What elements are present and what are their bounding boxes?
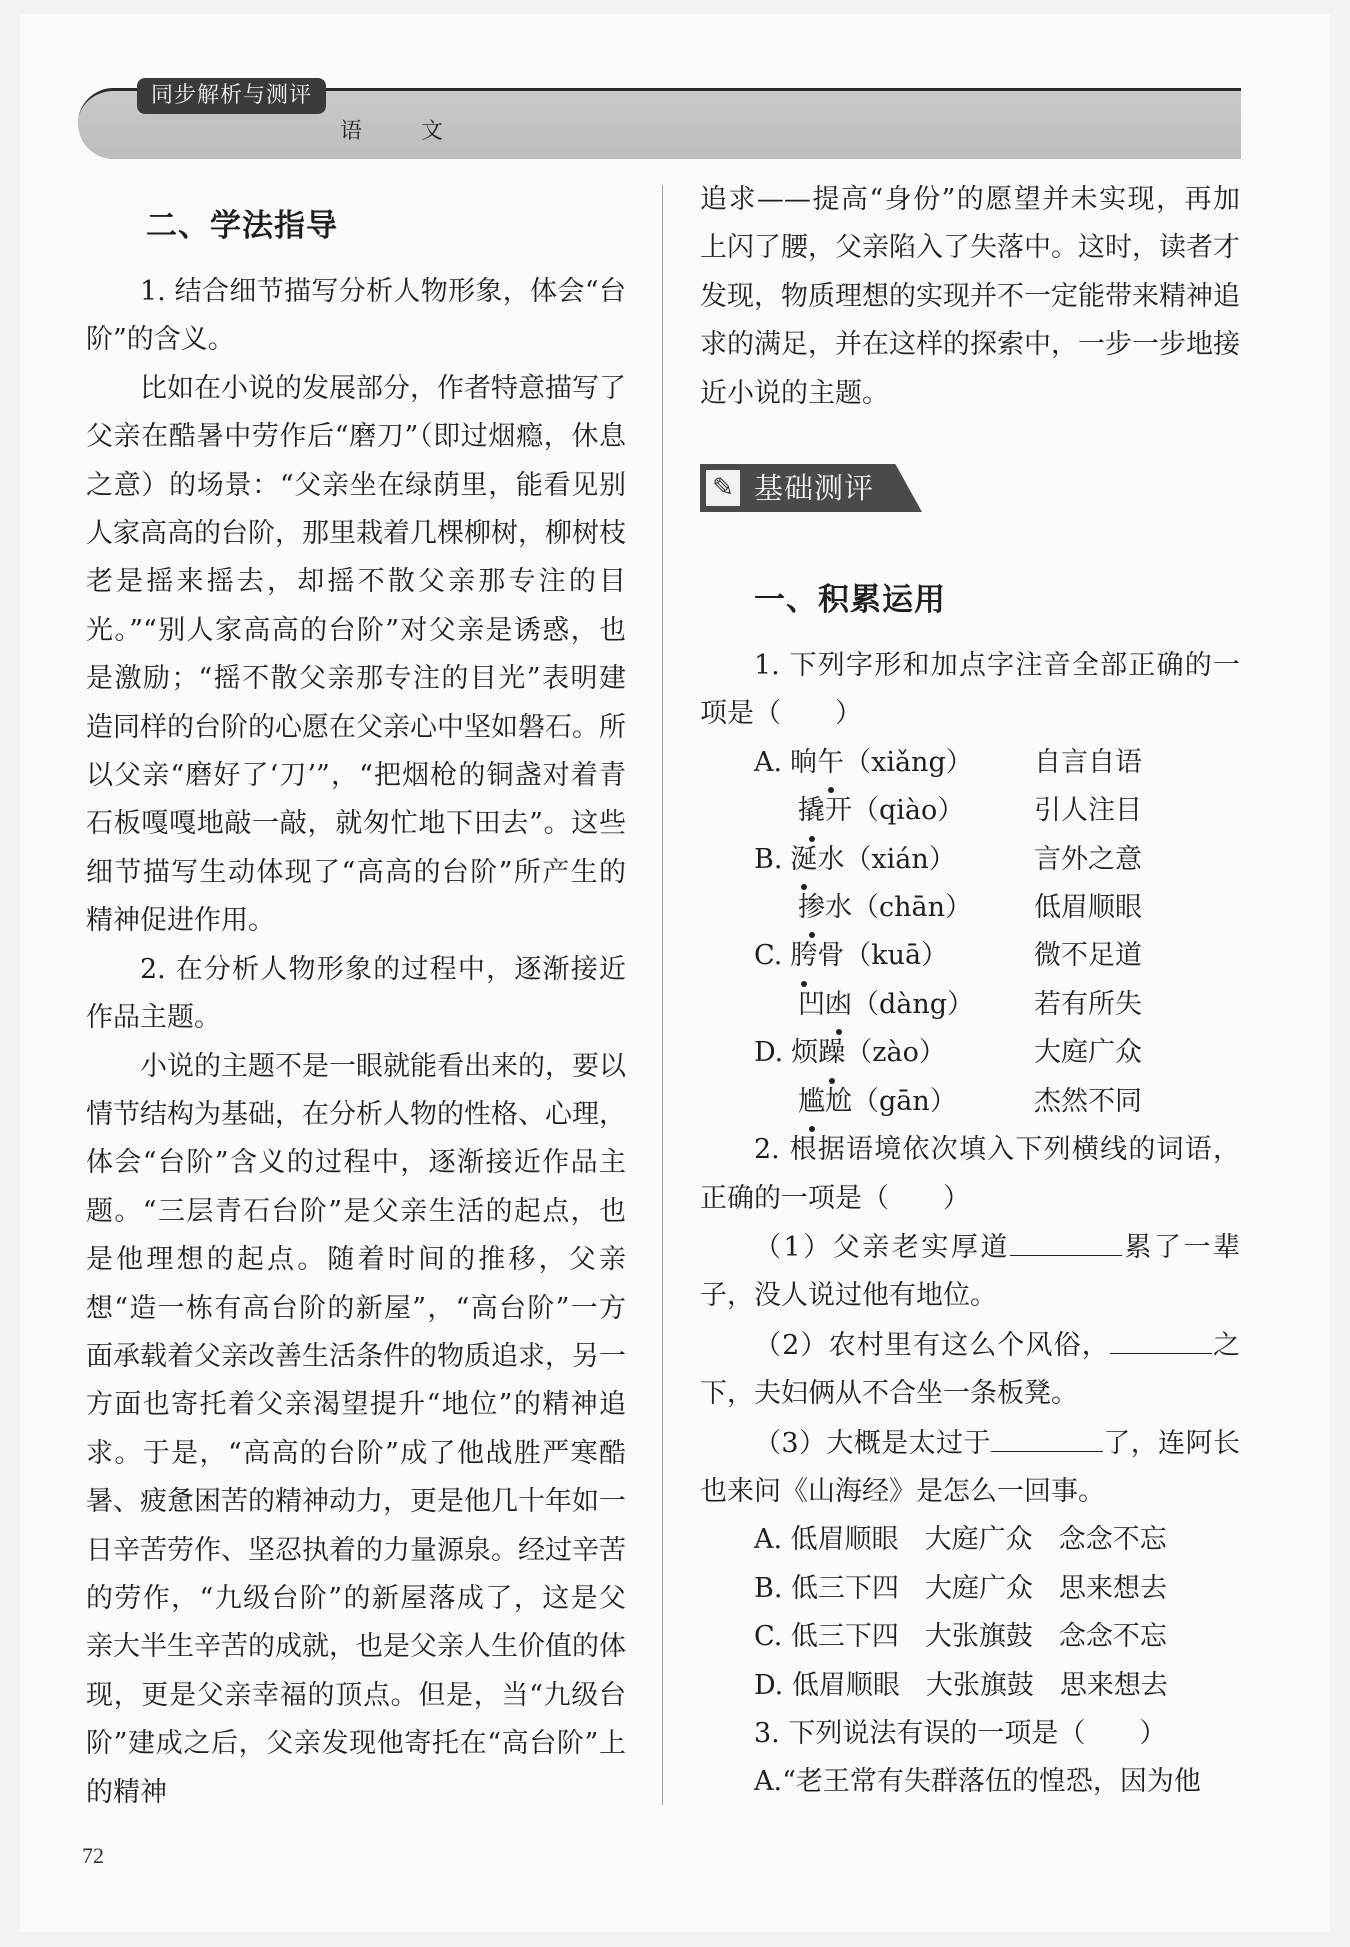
word-char: 开	[825, 795, 852, 827]
idiom: 微不足道	[1034, 940, 1142, 972]
option-row[interactable]	[700, 739, 1240, 787]
question-sentence	[700, 1321, 1240, 1419]
answer-word: 大张旗鼓	[924, 1621, 1033, 1653]
dotted-char: 尴	[798, 1078, 825, 1126]
option-word	[700, 1029, 1034, 1077]
paragraph: 1. 结合细节描写分析人物形象，体会“台阶”的含义。	[86, 276, 626, 356]
paragraph: 比如在小说的发展部分，作者特意描写了父亲在酷暑中劳作后“磨刀”（即过烟瘾，休息之意）的场景：“父亲坐在绿荫里，能看见别人家高高的台阶，那里栽着几棵柳树，柳树枝老是摇来摇去，却摇不散父亲那专注的目光。”“别人家高高的台阶”对父亲是诱惑，也是激励；“摇不散父亲那专注的目光”表明建造同样的台阶的心愿在父亲心中坚如磐石。所以父亲“磨好了‘刀’”，“把烟枪的铜盏对着青石板嘎嘎地敲一敲，就匆忙地下田去”。这些细节描写生动体现了“高高的台阶”所产生的精神促进作用。	[86, 372, 626, 937]
dotted-char: 掺	[798, 884, 825, 932]
option-row[interactable]	[700, 836, 1240, 884]
option-word	[700, 739, 1034, 787]
word-char: 骨	[817, 940, 845, 972]
answer-option[interactable]: A.“老王常有失群落伍的惶恐，因为他	[754, 1766, 1201, 1798]
dotted-char: 撬	[798, 787, 825, 835]
sentence-text: 之下，夫妇俩从不合坐一条板凳。	[700, 1329, 1241, 1410]
question-sentence	[700, 1223, 1240, 1321]
paragraph: 追求——提高“身份”的愿望并未实现，再加上闪了腰，父亲陷入了失落中。这时，读者才发现，物质理想的实现并不一定能带来精神追求的满足，并在这样的探索中，一步一步地接近小说的主题。	[700, 184, 1240, 409]
paragraph: 小说的主题不是一眼就能看出来的，要以情节结构为基础，在分析人物的性格、心理，体会“台阶”含义的过程中，逐渐接近作品主题。“三层青石台阶”是父亲生活的起点，也是他理想的起点。随着时间的推移，父亲想“造一栋有高台阶的新屋”，“高台阶”一方面承载着父亲改善生活条件的物质追求，另一方面也寄托着父亲渴望提升“地位”的精神追求。于是，“高高的台阶”成了他战胜严寒酷暑、疲惫困苦的精神动力，更是他几十年如一日辛苦劳作、坚忍执着的力量源泉。经过辛苦的劳作，“九级台阶”的新屋落成了，这是父亲大半生辛苦的成就，也是父亲人生价值的体现，更是父亲幸福的顶点。但是，当“九级台阶”建成之后，父亲发现他寄托在“高台阶”上的精神	[86, 1050, 626, 1808]
question-stem: 2. 根据语境依次填入下列横线的词语，正确的一项是（ ）	[700, 1134, 1240, 1214]
answer-option[interactable]	[700, 1565, 1240, 1613]
answer-word: A. 低眉顺眼	[754, 1524, 899, 1556]
answer-word: D. 低眉顺眼	[754, 1669, 900, 1701]
option-row[interactable]	[700, 932, 1240, 980]
idiom: 低眉顺眼	[1034, 892, 1142, 924]
sentence-text: 了，连阿长也来问《山海经》是怎么一回事。	[700, 1427, 1240, 1507]
word-char: 水	[825, 892, 852, 924]
word-char: 晌	[790, 746, 818, 778]
option-word	[700, 884, 1034, 932]
answer-word: 大张旗鼓	[925, 1669, 1034, 1701]
question-stem: 3. 下列说法有误的一项是（ ）	[754, 1717, 1167, 1749]
answer-blank[interactable]	[1110, 1321, 1212, 1354]
answer-word: 大庭广众	[925, 1572, 1034, 1604]
pinyin: （xiǎng）	[844, 746, 973, 778]
dotted-char: 凼	[825, 981, 852, 1029]
option-row	[700, 884, 1240, 932]
badge-label: 基础测评	[754, 471, 875, 506]
sentence-text: （1）父亲老实厚道	[754, 1231, 1010, 1263]
option-word	[700, 932, 1034, 980]
dotted-char: 涎	[790, 836, 817, 884]
answer-option[interactable]	[700, 1662, 1240, 1710]
option-word	[700, 836, 1034, 884]
question-stem: 1. 下列字形和加点字注音全部正确的一项是（ ）	[700, 650, 1240, 730]
option-row	[700, 1078, 1240, 1126]
series-title: 同步解析与测评	[137, 78, 326, 114]
idiom: 言外之意	[1034, 843, 1142, 875]
sentence-text: （3）大概是太过于	[754, 1427, 991, 1459]
answer-option[interactable]	[700, 1613, 1240, 1661]
page-number: 72	[82, 1843, 104, 1868]
left-column	[86, 196, 626, 1817]
right-column	[700, 176, 1240, 1807]
option-row	[700, 787, 1240, 835]
question-sentence	[700, 1419, 1240, 1517]
pinyin: （dàng）	[852, 988, 975, 1020]
pinyin: （xián）	[844, 843, 956, 875]
option-letter: D.	[754, 1037, 784, 1069]
pencil-icon: ✎	[706, 470, 740, 506]
pinyin: （chān）	[852, 892, 972, 924]
option-word	[700, 1078, 1034, 1126]
answer-blank[interactable]	[991, 1419, 1103, 1452]
option-letter: B.	[754, 843, 783, 875]
pinyin: （kuā）	[844, 940, 949, 972]
option-letter: C.	[754, 940, 783, 972]
dotted-char: 午	[817, 739, 844, 787]
idiom: 杰然不同	[1034, 1085, 1142, 1117]
question-options	[700, 739, 1240, 1126]
answer-blank[interactable]	[1010, 1223, 1122, 1256]
section-heading: 二、学法指导	[146, 208, 338, 244]
dotted-char: 躁	[818, 1029, 845, 1077]
answer-word: 大庭广众	[924, 1524, 1033, 1556]
answer-option[interactable]	[700, 1516, 1240, 1564]
answer-word: C. 低三下四	[754, 1621, 899, 1653]
answer-word: B. 低三下四	[754, 1572, 900, 1604]
option-word	[700, 981, 1034, 1029]
word-char: 水	[817, 843, 845, 875]
section-heading: 一、积累运用	[754, 582, 946, 619]
option-letter: A.	[754, 746, 783, 778]
word-char: 烦	[791, 1037, 819, 1069]
column-divider	[662, 185, 663, 1805]
answer-word: 思来想去	[1059, 1669, 1168, 1701]
sentence-text: （2）农村里有这么个风俗，	[754, 1329, 1110, 1361]
idiom: 引人注目	[1034, 795, 1142, 827]
idiom: 大庭广众	[1034, 1037, 1142, 1069]
pinyin: （gān）	[852, 1085, 957, 1117]
section-badge	[700, 464, 925, 512]
word-char: 凹	[798, 988, 825, 1020]
pinyin: （zào）	[845, 1037, 946, 1069]
option-row	[700, 981, 1240, 1029]
idiom: 若有所失	[1034, 988, 1142, 1020]
idiom: 自言自语	[1034, 746, 1142, 778]
subject-label: 语 文	[340, 119, 469, 144]
option-row[interactable]	[700, 1029, 1240, 1077]
answer-word: 念念不忘	[1058, 1524, 1167, 1556]
answer-word: 念念不忘	[1058, 1621, 1167, 1653]
sentence-text: 累了一辈子，没人说过他有地位。	[700, 1231, 1241, 1312]
word-char: 尬	[825, 1085, 852, 1117]
answer-word: 思来想去	[1059, 1572, 1168, 1604]
paragraph: 2. 在分析人物形象的过程中，逐渐接近作品主题。	[86, 953, 626, 1034]
pinyin: （qiào）	[852, 795, 965, 827]
dotted-char: 胯	[790, 932, 817, 980]
option-word	[700, 787, 1034, 835]
